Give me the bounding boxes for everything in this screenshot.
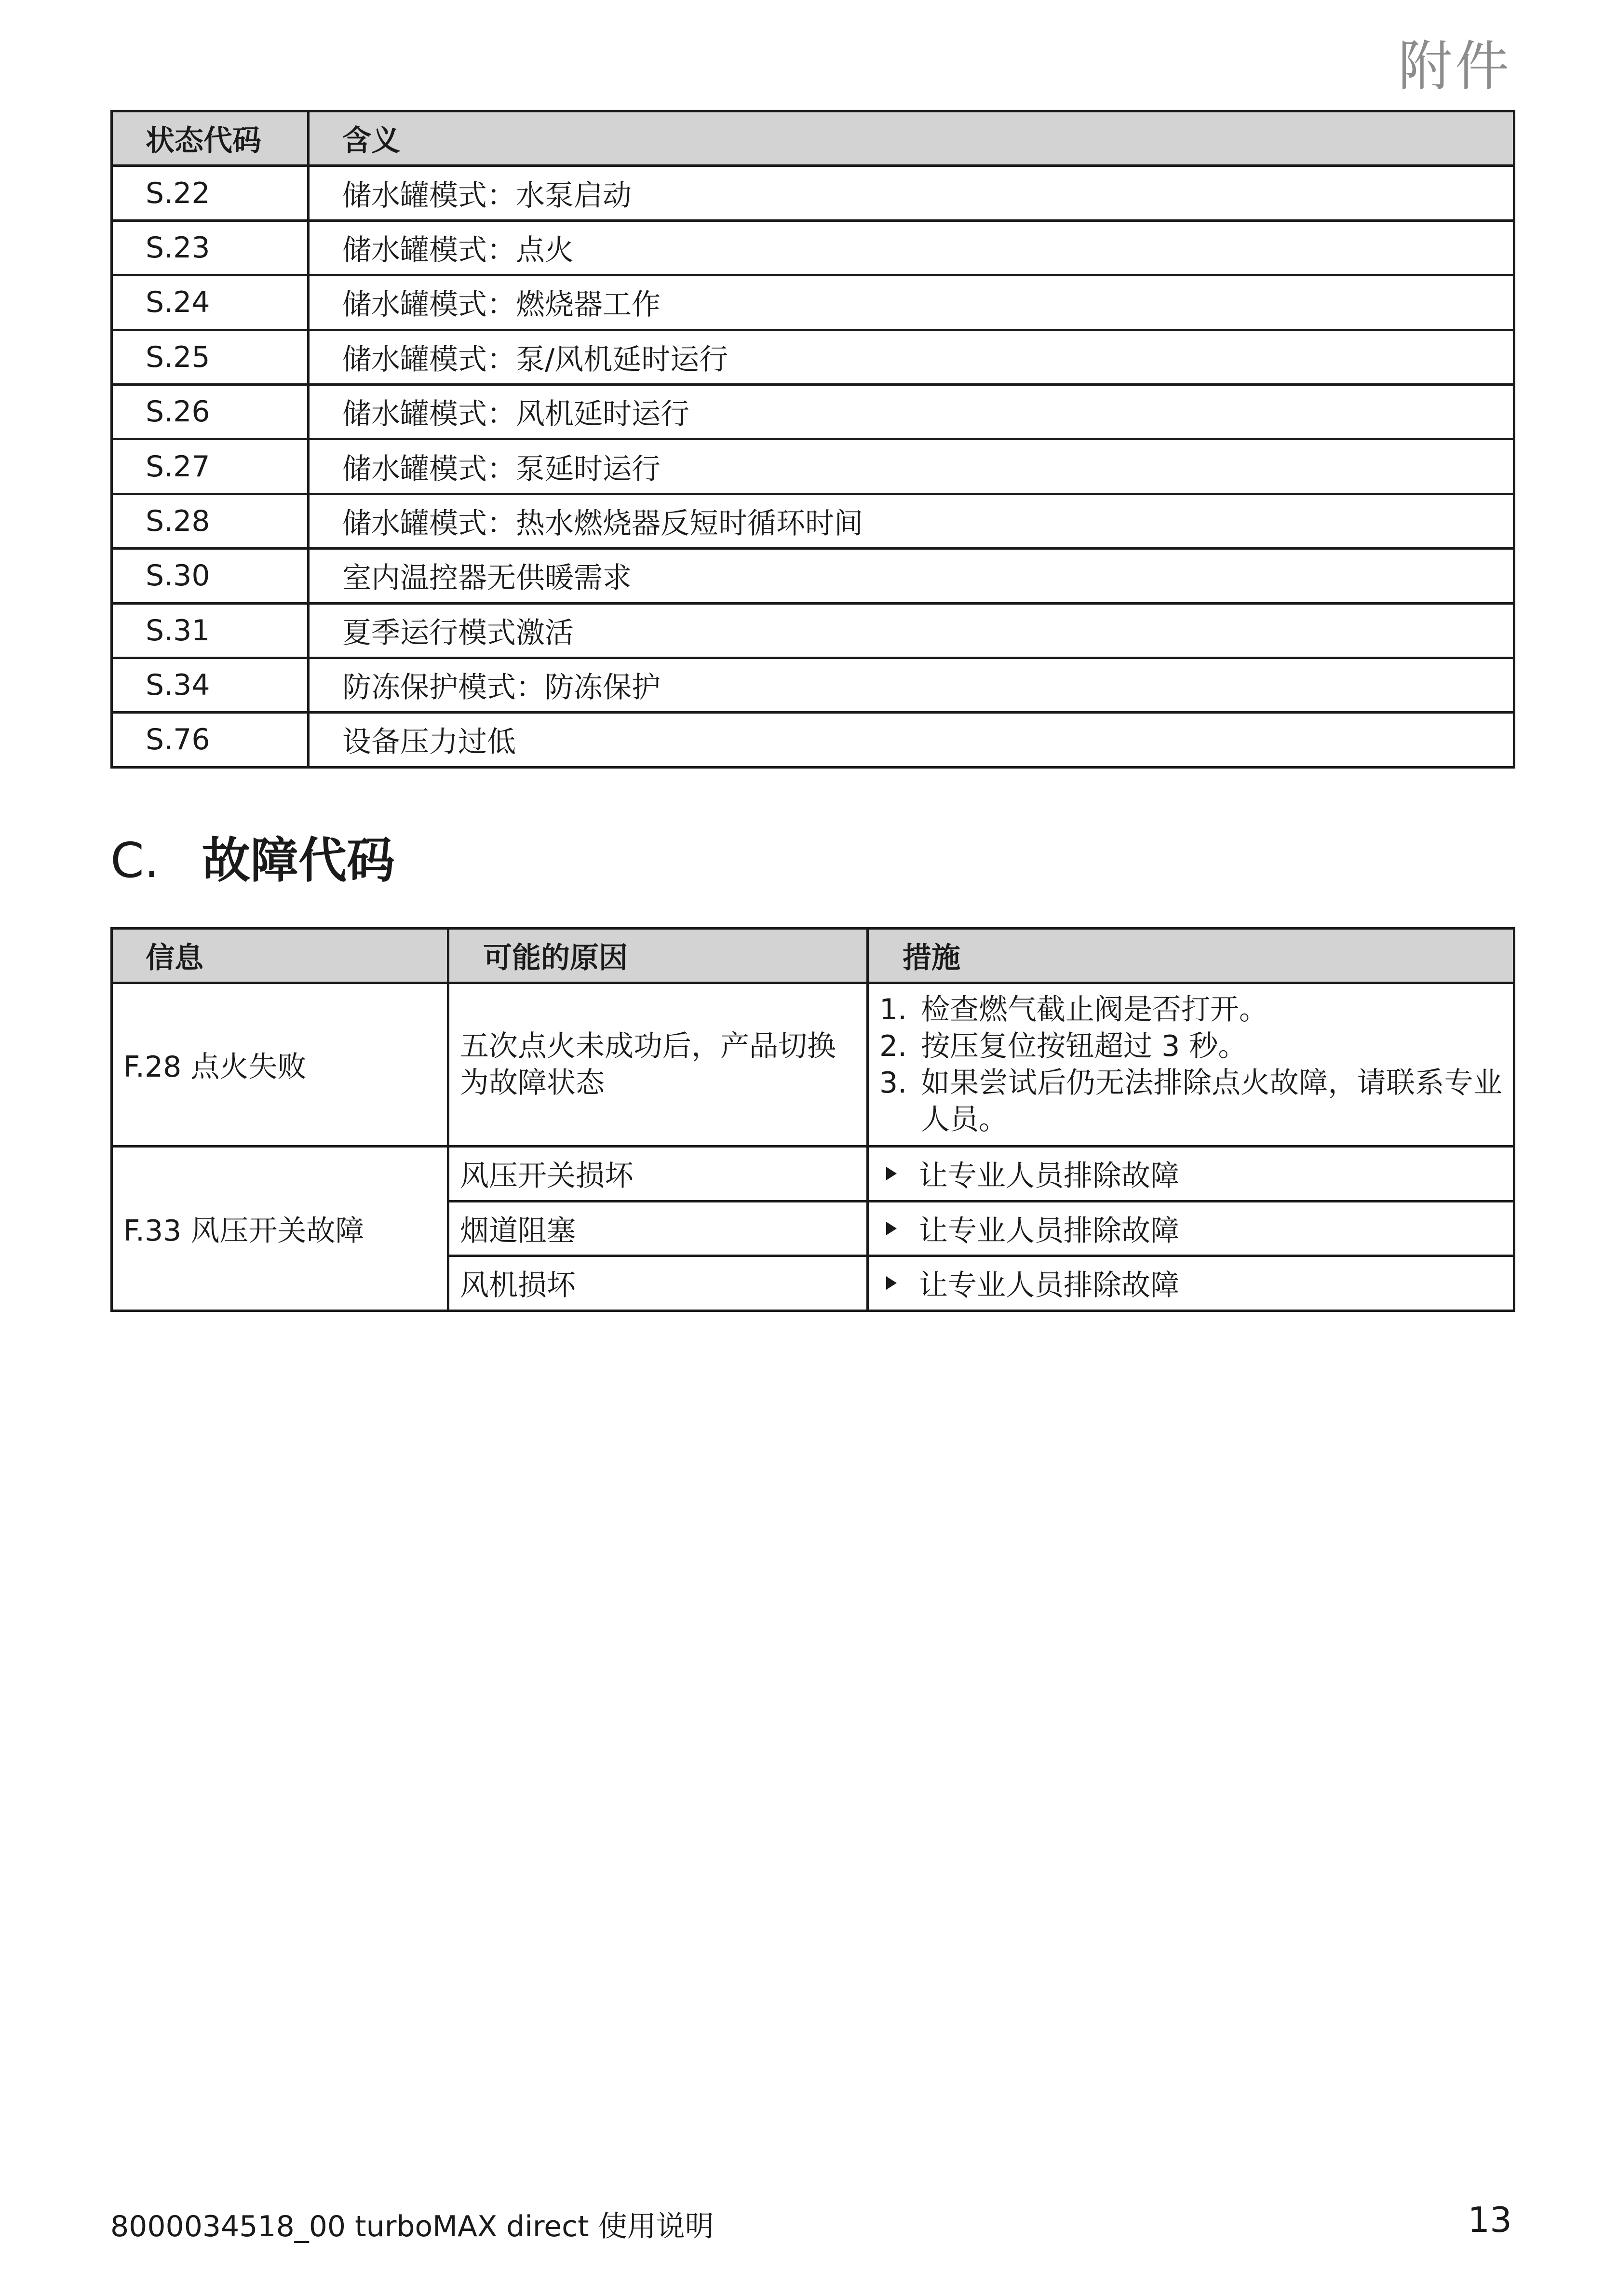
fault-info: F.33 风压开关故障: [112, 1147, 448, 1311]
fault-action: [868, 1256, 1514, 1311]
status-meaning: 储水罐模式：泵延时运行: [309, 439, 1514, 494]
status-code: S.31: [112, 603, 309, 658]
measure-number: 1.: [879, 993, 907, 1026]
measure-text: 如果尝试后仍无法排除点火故障，请联系专业人员。: [921, 1066, 1502, 1136]
fault-cause: 风压开关损坏: [448, 1147, 868, 1202]
fault-info: F.28 点火失败: [112, 983, 448, 1147]
page-header-title: 附件: [1398, 35, 1512, 98]
status-code: S.26: [112, 384, 309, 439]
table-row: [112, 658, 1514, 712]
fault-code-table: [110, 927, 1515, 1312]
status-meaning: 夏季运行模式激活: [309, 603, 1514, 658]
list-item: [879, 1065, 1502, 1138]
section-letter: C.: [110, 832, 160, 889]
measure-text: 按压复位按钮超过 3 秒。: [921, 1029, 1247, 1063]
status-code: S.34: [112, 658, 309, 712]
table-row: [112, 439, 1514, 494]
table-row: [112, 384, 1514, 439]
table-row: [112, 713, 1514, 767]
table-row: [112, 494, 1514, 548]
status-meaning: 储水罐模式：燃烧器工作: [309, 275, 1514, 330]
fault-cause-text: 五次点火未成功后，产品切换为故障状态: [460, 1029, 836, 1100]
table-row: [112, 603, 1514, 658]
column-header-meaning: 含义: [309, 111, 1514, 166]
action-arrow-icon: [886, 1276, 897, 1290]
status-meaning: 防冻保护模式：防冻保护: [309, 658, 1514, 712]
table-row: [112, 220, 1514, 275]
fault-action: [868, 1201, 1514, 1256]
footer-document-title: 8000034518_00 turboMAX direct 使用说明: [110, 2210, 714, 2243]
column-header-measures: 措施: [868, 929, 1514, 983]
page-number: 13: [1468, 2200, 1512, 2240]
action-arrow-icon: [886, 1222, 897, 1235]
status-code-table: [110, 110, 1515, 769]
action-text: 让专业人员排除故障: [919, 1214, 1179, 1248]
status-code: S.27: [112, 439, 309, 494]
fault-cause: 烟道阻塞: [448, 1201, 868, 1256]
status-code: S.23: [112, 220, 309, 275]
measure-text: 检查燃气截止阀是否打开。: [921, 993, 1268, 1026]
status-code: S.24: [112, 275, 309, 330]
list-item: [879, 991, 1502, 1028]
status-code: S.25: [112, 330, 309, 384]
status-meaning: 储水罐模式：水泵启动: [309, 166, 1514, 220]
table-header-row: [112, 929, 1514, 983]
action-text: 让专业人员排除故障: [919, 1159, 1179, 1193]
status-meaning: 室内温控器无供暖需求: [309, 549, 1514, 603]
table-row: [112, 330, 1514, 384]
status-meaning: 设备压力过低: [309, 713, 1514, 767]
action-arrow-icon: [886, 1167, 897, 1180]
status-code: S.76: [112, 713, 309, 767]
fault-action: [868, 1147, 1514, 1202]
status-meaning: 储水罐模式：热水燃烧器反短时循环时间: [309, 494, 1514, 548]
section-title: 故障代码: [202, 832, 395, 889]
status-meaning: 储水罐模式：泵/风机延时运行: [309, 330, 1514, 384]
list-item: [879, 1028, 1502, 1065]
table-row: [112, 1147, 1514, 1202]
measure-list: [879, 991, 1502, 1138]
status-code: S.22: [112, 166, 309, 220]
column-header-status-code: 状态代码: [112, 111, 309, 166]
table-row: [112, 166, 1514, 220]
status-meaning: 储水罐模式：点火: [309, 220, 1514, 275]
status-code: S.28: [112, 494, 309, 548]
table-row: [112, 275, 1514, 330]
section-heading-fault-codes: [110, 827, 395, 894]
column-header-info: 信息: [112, 929, 448, 983]
table-header-row: [112, 111, 1514, 166]
status-code: S.30: [112, 549, 309, 603]
fault-cause: [448, 983, 868, 1147]
column-header-cause: 可能的原因: [448, 929, 868, 983]
action-text: 让专业人员排除故障: [919, 1269, 1179, 1303]
fault-measures: [868, 983, 1514, 1147]
fault-cause: 风机损坏: [448, 1256, 868, 1311]
table-row: [112, 983, 1514, 1147]
measure-number: 3.: [879, 1066, 907, 1100]
table-row: [112, 549, 1514, 603]
measure-number: 2.: [879, 1029, 907, 1063]
status-meaning: 储水罐模式：风机延时运行: [309, 384, 1514, 439]
